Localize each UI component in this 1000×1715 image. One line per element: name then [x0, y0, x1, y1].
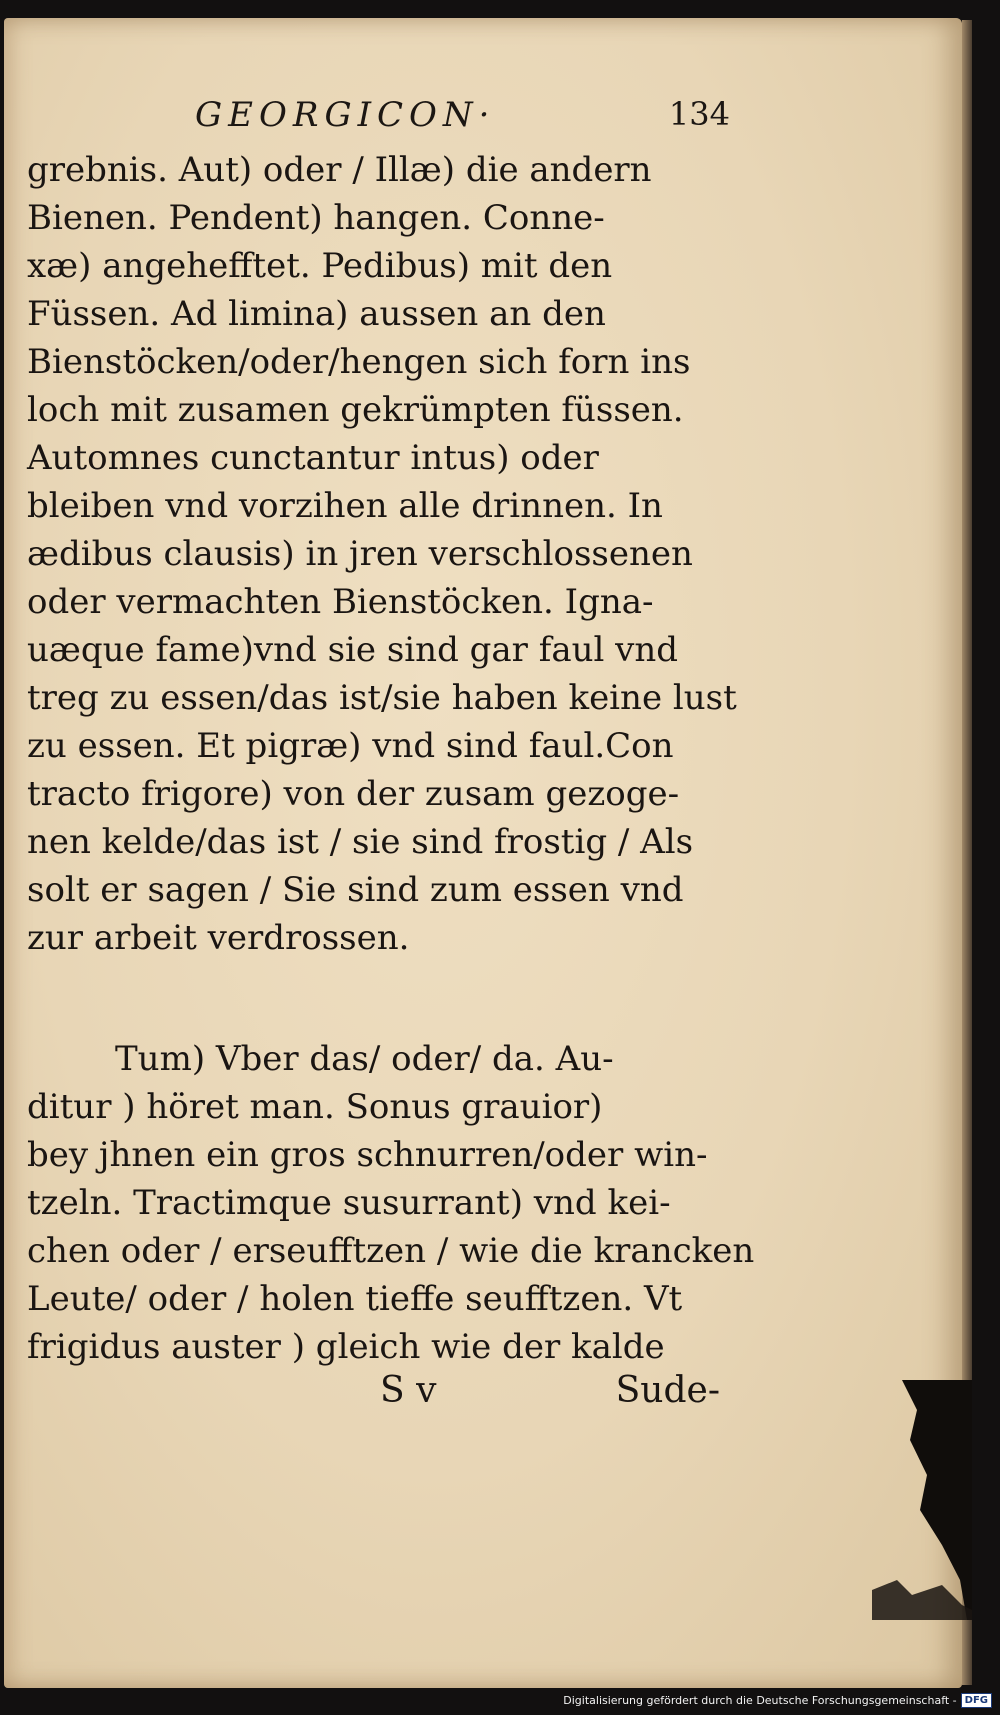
funding-credit	[563, 1690, 992, 1710]
text-line: frigidus auster ) gleich wie der kalde	[27, 1327, 665, 1367]
text-line: nen kelde/das ist / sie sind frostig / Als	[27, 822, 694, 862]
dfg-logo: DFG	[961, 1693, 992, 1708]
running-head	[195, 95, 730, 145]
paragraph-gap	[27, 962, 727, 1035]
text-line: xæ) angehefftet. Pedibus) mit den	[27, 246, 613, 286]
catchword: Sude-	[615, 1370, 720, 1411]
text-line: bleiben vnd vorzihen alle drinnen. In	[27, 486, 663, 526]
text-line: tracto frigore) von der zusam gezoge-	[27, 774, 680, 814]
text-line: solt er sagen / Sie sind zum essen vnd	[27, 870, 684, 910]
page-number: 134	[668, 95, 730, 133]
text-line: Füssen. Ad limina) aussen an den	[27, 294, 606, 334]
text-line: Automnes cunctantur intus) oder	[27, 438, 599, 478]
credit-text: Digitalisierung gefördert durch die Deutsche Forschungsgemeinschaft -	[563, 1693, 957, 1707]
text-line: ædibus clausis) in jren verschlossenen	[27, 534, 693, 574]
page-footer-marks	[380, 1370, 720, 1420]
text-line: Bienstöcken/oder/hengen sich forn ins	[27, 342, 691, 382]
text-line: grebnis. Aut) oder / Illæ) die andern	[27, 150, 652, 190]
text-line: zur arbeit verdrossen.	[27, 918, 410, 958]
page-damage-mark	[872, 1380, 972, 1620]
text-line: oder vermachten Bienstöcken. Igna-	[27, 582, 654, 622]
text-line: zu essen. Et pigræ) vnd sind faul.Con	[27, 726, 674, 766]
text-line: Tum) Vber das/ oder/ da. Au-	[115, 1039, 614, 1079]
text-line: uæque fame)vnd sie sind gar faul vnd	[27, 630, 679, 670]
text-line: treg zu essen/das ist/sie haben keine lust	[27, 678, 737, 718]
text-line: ditur ) höret man. Sonus grauior)	[27, 1087, 603, 1127]
text-line: loch mit zusamen gekrümpten füssen.	[27, 390, 684, 430]
text-line: Bienen. Pendent) hangen. Conne-	[27, 198, 605, 238]
text-line: tzeln. Tractimque susurrant) vnd kei-	[27, 1183, 671, 1223]
text-line: chen oder / erseufftzen / wie die krancken	[27, 1231, 755, 1271]
commentary-text	[27, 146, 755, 1371]
header-title: GEORGICON·	[195, 95, 496, 135]
signature-mark: S v	[380, 1370, 437, 1411]
text-line: Leute/ oder / holen tieffe seufftzen. Vt	[27, 1279, 683, 1319]
text-line: bey jhnen ein gros schnurren/oder win-	[27, 1135, 708, 1175]
